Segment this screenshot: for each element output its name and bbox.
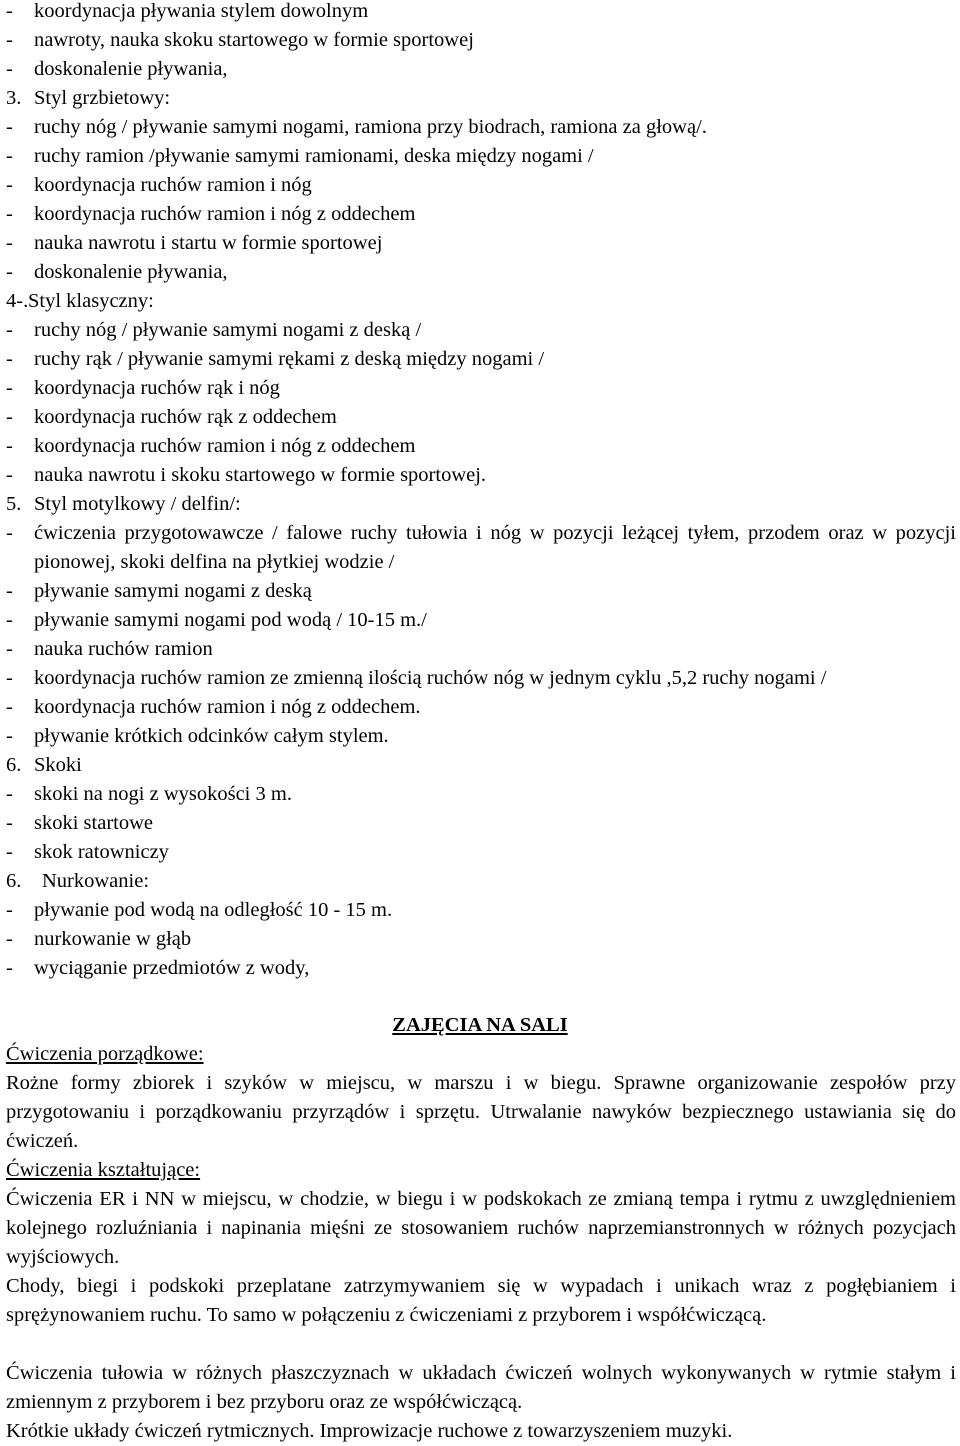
list-item-text: doskonalenie pływania, bbox=[34, 261, 228, 283]
list-marker: - bbox=[6, 435, 13, 457]
list-marker: - bbox=[6, 812, 13, 834]
list-marker: - bbox=[6, 58, 13, 80]
section-number: 6. bbox=[6, 754, 22, 776]
list-marker: - bbox=[6, 783, 13, 805]
list-marker: - bbox=[6, 261, 13, 283]
list-marker: - bbox=[6, 609, 13, 631]
forming-exercises-label: Ćwiczenia kształtujące: bbox=[6, 1159, 201, 1181]
list-marker: - bbox=[6, 667, 13, 689]
list-item-text: nauka nawrotu i startu w formie sportowej bbox=[34, 232, 383, 254]
forming-exercises-paragraph: Chody, biegi i podskoki przeplatane zatrzymywaniem się w wypadach i unikach wraz z pogłębianiem i sprężynowaniem ruchu. To samo w połączeniu z ćwiczeniami z przyborem i współćwiczącą. bbox=[6, 1275, 956, 1326]
list-item-text: pływanie samymi nogami z deską bbox=[34, 580, 312, 602]
forming-exercises-paragraph: Ćwiczenia tułowia w różnych płaszczyznach w układach ćwiczeń wolnych wykonywanych w rytmie stałym i zmiennym z przyborem i bez przyboru oraz ze współćwiczącą. bbox=[6, 1362, 956, 1413]
section-title: Styl klasyczny: bbox=[28, 290, 154, 312]
list-item-text: koordynacja ruchów ramion ze zmienną ilością ruchów nóg w jednym cyklu ,5,2 ruchy nogami / bbox=[34, 667, 827, 689]
list-item-text: nauka ruchów ramion bbox=[34, 638, 213, 660]
list-item-text: nurkowanie w głąb bbox=[34, 928, 192, 950]
list-marker: - bbox=[6, 348, 13, 370]
order-exercises-text: Rożne formy zbiorek i szyków w miejscu, w marszu i w biegu. Sprawne organizowanie zespołów przy przygotowaniu i porządkowaniu przyrządów i sprzętu. Utrwalanie nawyków bezpiecznego ustawiania się do ćwiczeń. bbox=[6, 1072, 956, 1152]
list-item-text: ruchy nóg / pływanie samymi nogami, ramiona przy biodrach, ramiona za głową/. bbox=[34, 116, 707, 138]
list-item-text: skok ratowniczy bbox=[34, 841, 169, 863]
section-number: 4-. bbox=[6, 290, 29, 312]
list-marker: - bbox=[6, 0, 13, 22]
list-item-text: pływanie pod wodą na odległość 10 - 15 m. bbox=[34, 899, 393, 921]
list-marker: - bbox=[6, 174, 13, 196]
list-marker: - bbox=[6, 29, 13, 51]
list-marker: - bbox=[6, 580, 13, 602]
list-marker: - bbox=[6, 406, 13, 428]
list-item-text: skoki startowe bbox=[34, 812, 153, 834]
list-item-text: pływanie krótkich odcinków całym stylem. bbox=[34, 725, 389, 747]
list-item-text: ćwiczenia przygotowawcze / falowe ruchy tułowia i nóg w pozycji leżącej tyłem, przodem oraz w pozycji pionowej, skoki delfina na płytkiej wodzie / bbox=[34, 522, 956, 573]
list-item-text: koordynacja ruchów rąk i nóg bbox=[34, 377, 280, 399]
list-item-text: ruchy nóg / pływanie samymi nogami z deską / bbox=[34, 319, 422, 341]
list-item-text: pływanie samymi nogami pod wodą / 10-15 m./ bbox=[34, 609, 427, 631]
list-marker: - bbox=[6, 377, 13, 399]
list-marker: - bbox=[6, 145, 13, 167]
list-marker: - bbox=[6, 522, 13, 544]
section-title: Nurkowanie: bbox=[42, 870, 150, 892]
list-item-text: koordynacja pływania stylem dowolnym bbox=[34, 0, 369, 22]
section-title: Styl motylkowy / delfin/: bbox=[34, 493, 241, 515]
list-item-text: koordynacja ruchów rąk z oddechem bbox=[34, 406, 337, 428]
list-marker: - bbox=[6, 725, 13, 747]
list-marker: - bbox=[6, 464, 13, 486]
list-item-text: koordynacja ruchów ramion i nóg z oddechem bbox=[34, 435, 416, 457]
section-number: 3. bbox=[6, 87, 22, 109]
section-title: Skoki bbox=[34, 754, 82, 776]
list-marker: - bbox=[6, 232, 13, 254]
order-exercises-label: Ćwiczenia porządkowe: bbox=[6, 1043, 204, 1065]
list-marker: - bbox=[6, 116, 13, 138]
list-marker: - bbox=[6, 841, 13, 863]
section-number: 5. bbox=[6, 493, 22, 515]
forming-exercises-paragraph: Krótkie układy ćwiczeń rytmicznych. Improwizacje ruchowe z towarzyszeniem muzyki. bbox=[6, 1420, 733, 1442]
list-item-text: koordynacja ruchów ramion i nóg bbox=[34, 174, 312, 196]
list-marker: - bbox=[6, 957, 13, 979]
list-marker: - bbox=[6, 319, 13, 341]
list-item-text: nawroty, nauka skoku startowego w formie sportowej bbox=[34, 29, 474, 51]
section-title: Styl grzbietowy: bbox=[34, 87, 171, 109]
list-marker: - bbox=[6, 899, 13, 921]
list-marker: - bbox=[6, 696, 13, 718]
list-item-text: ruchy ramion /pływanie samymi ramionami, deska między nogami / bbox=[34, 145, 594, 167]
list-item-text: koordynacja ruchów ramion i nóg z oddechem. bbox=[34, 696, 421, 718]
list-item-text: doskonalenie pływania, bbox=[34, 58, 228, 80]
list-marker: - bbox=[6, 638, 13, 660]
list-item-text: nauka nawrotu i skoku startowego w formie sportowej. bbox=[34, 464, 487, 486]
section-heading-gym: ZAJĘCIA NA SALI bbox=[392, 1014, 568, 1036]
list-item-text: skoki na nogi z wysokości 3 m. bbox=[34, 783, 292, 805]
list-item-text: ruchy rąk / pływanie samymi rękami z deską między nogami / bbox=[34, 348, 545, 370]
forming-exercises-paragraph: Ćwiczenia ER i NN w miejscu, w chodzie, w biegu i w podskokach ze zmianą tempa i rytmu z uwzględnieniem kolejnego rozluźniania i napinania mięśni ze stosowaniem ruchów naprzemianstronnych w różnych pozycjach wyjściowych. bbox=[6, 1188, 956, 1268]
list-marker: - bbox=[6, 928, 13, 950]
section-number: 6. bbox=[6, 870, 22, 892]
list-marker: - bbox=[6, 203, 13, 225]
list-item-text: koordynacja ruchów ramion i nóg z oddechem bbox=[34, 203, 416, 225]
list-item-text: wyciąganie przedmiotów z wody, bbox=[34, 957, 310, 979]
